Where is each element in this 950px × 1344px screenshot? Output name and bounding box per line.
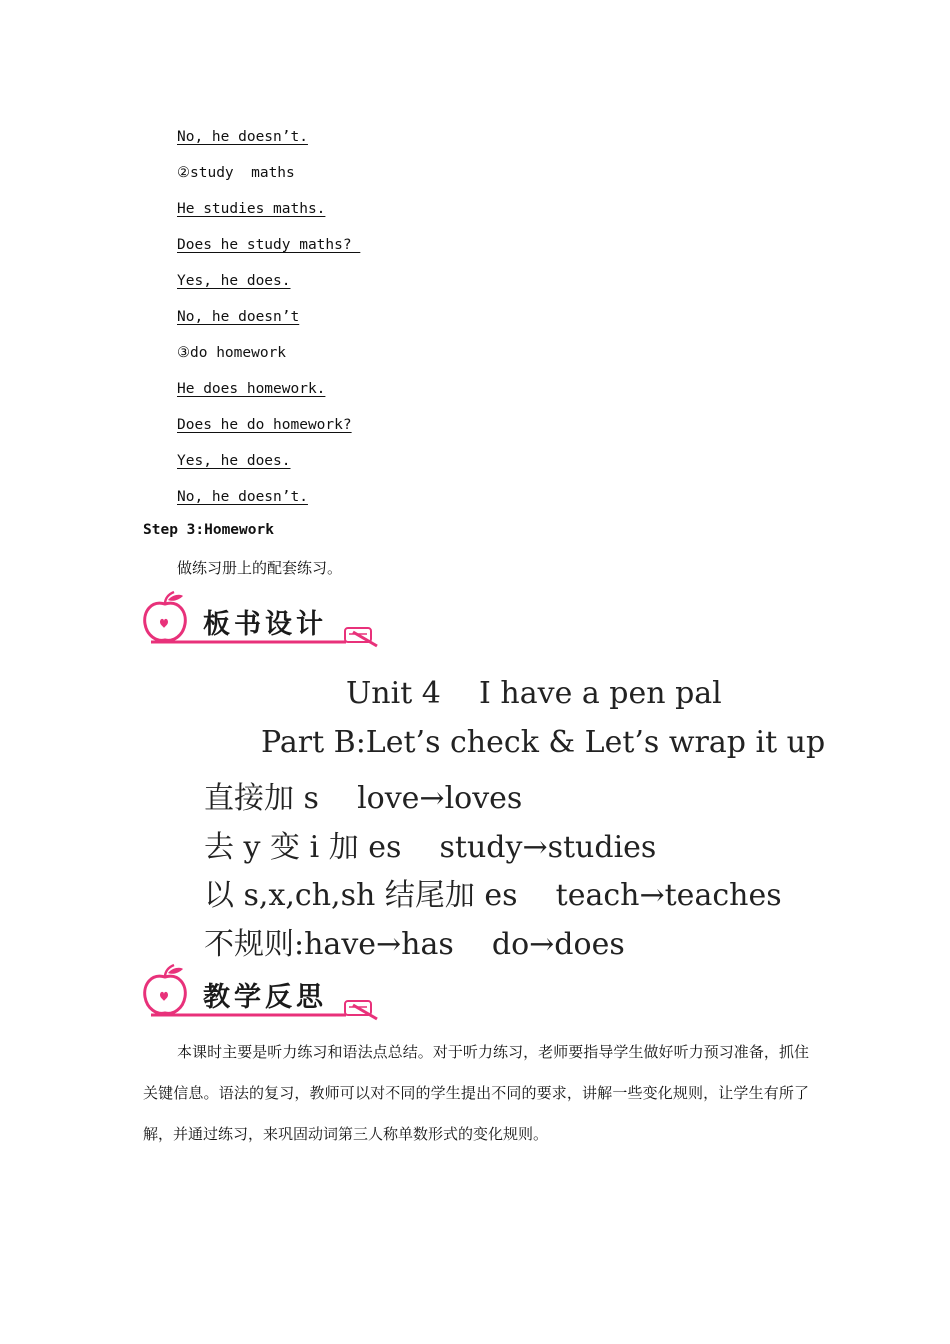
pen-icon — [345, 1001, 377, 1019]
board-title: Unit 4 I have a pen pal — [346, 676, 722, 711]
banner-title: 教学反思 — [203, 982, 327, 1013]
board-rule-4: 不规则:have→has do→does — [204, 927, 625, 962]
board-rule-1: 直接加 s love→loves — [204, 781, 523, 816]
board-subtitle: Part B:Let’s check & Let’s wrap it up — [261, 725, 826, 760]
answer-line: Yes, he does. — [177, 453, 291, 469]
answer-line: No, he doesn’t. — [177, 489, 308, 505]
answer-line: Yes, he does. — [177, 273, 291, 289]
answer-line: No, he doesn’t — [177, 309, 300, 325]
section-banner-board-design — [141, 590, 381, 648]
answer-line: Does he study maths? — [177, 237, 361, 253]
board-rule-3: 以 s,x,ch,sh 结尾加 es teach→teaches — [204, 878, 782, 913]
item-heading: ②study maths — [177, 165, 295, 181]
section-banner-reflection — [141, 963, 381, 1021]
banner-title: 板书设计 — [203, 609, 327, 640]
pen-icon — [345, 628, 377, 646]
answer-line: He studies maths. — [177, 201, 326, 217]
reflection-paragraph: 本课时主要是听力练习和语法点总结。对于听力练习，老师要指导学生做好听力预习准备，抓住关键信息。语法的复习，教师可以对不同的学生提出不同的要求，讲解一些变化规则，让学生有所了解，并通过练习，来巩固动词第三人称单数形式的变化规则。 — [143, 1043, 809, 1143]
item-heading: ③do homework — [177, 345, 287, 361]
step-heading: Step 3:Homework — [143, 522, 274, 538]
homework-text: 做练习册上的配套练习。 — [177, 559, 343, 577]
answer-line: Does he do homework? — [177, 417, 352, 433]
board-rule-2: 去 y 变 i 加 es study→studies — [204, 830, 657, 865]
answer-line: No, he doesn’t. — [177, 129, 308, 145]
answer-line: He does homework. — [177, 381, 326, 397]
